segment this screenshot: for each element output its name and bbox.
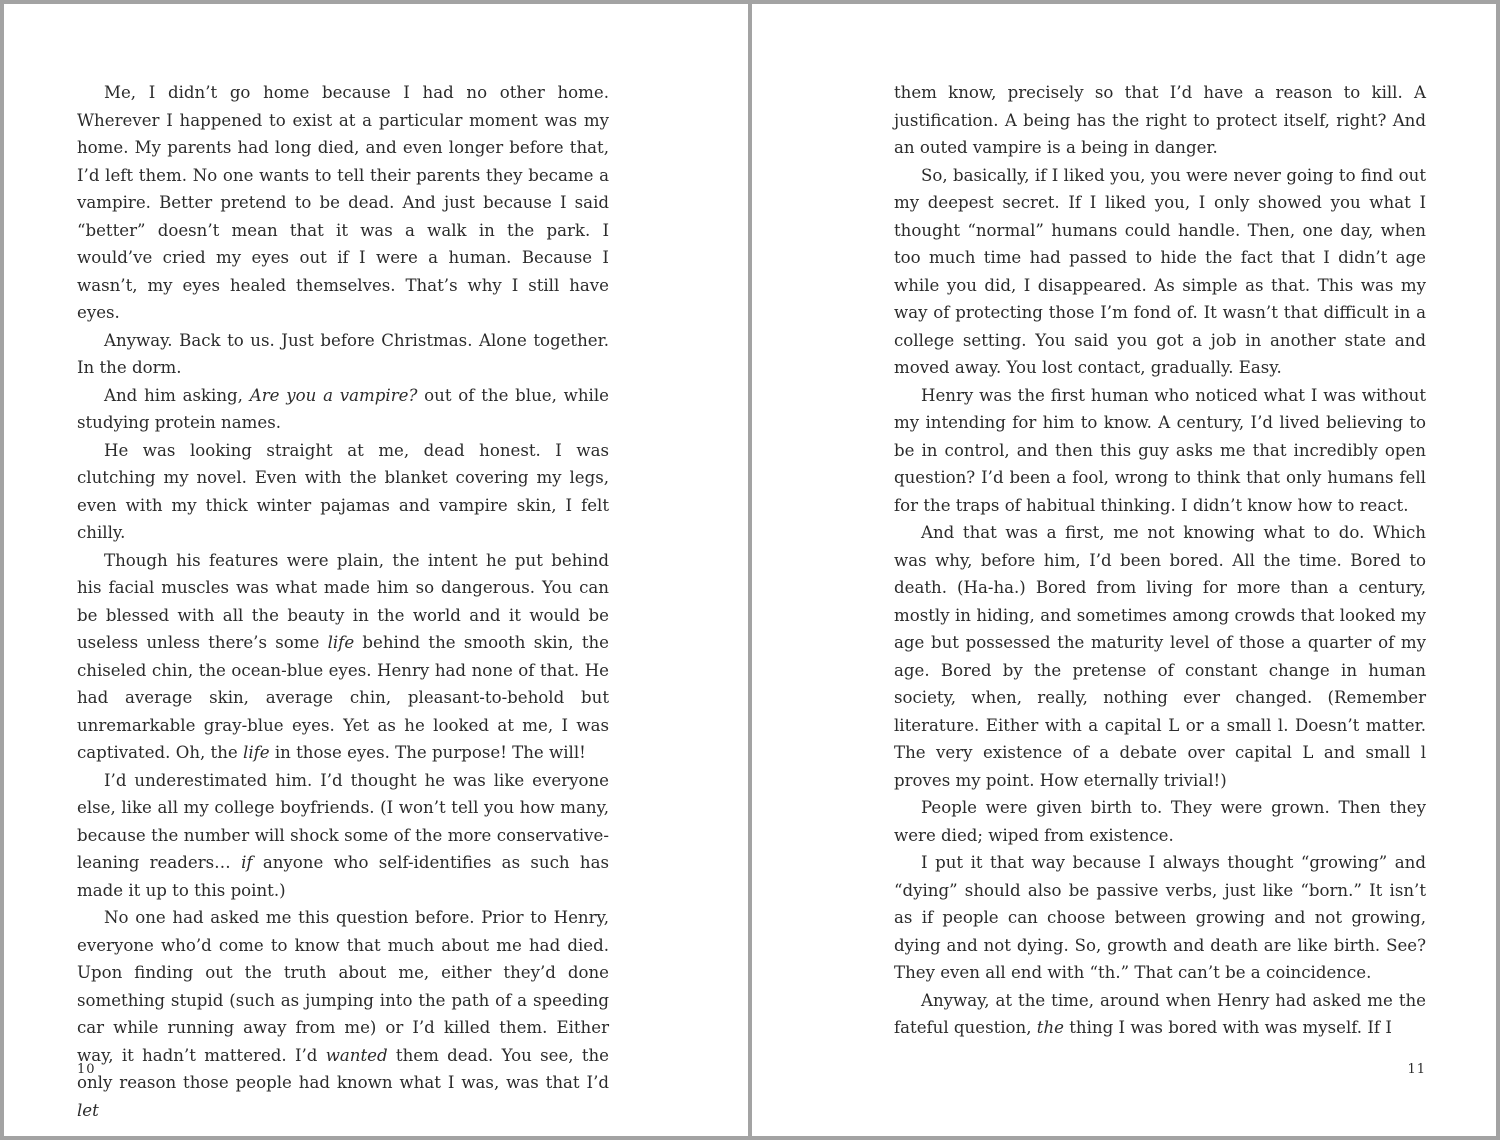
paragraph [77, 79, 609, 327]
left-page-text [77, 79, 609, 1124]
text-run: Henry was the first human who noticed what I was without my intending for him to know. A century, I’d lived believing to be in control, and then this guy asks me that incredibly open question? I’d been a fool, wrong to think that only humans fell for the traps of habitual thinking. I didn’t know how to react. [894, 385, 1426, 515]
text-run: He was looking straight at me, dead honest. I was clutching my novel. Even with the blanket covering my legs, even with my thick winter pajamas and vampire skin, I felt chilly. [77, 440, 609, 542]
paragraph [894, 382, 1426, 520]
italic-text: let [77, 1100, 99, 1120]
page-number: 10 [77, 1062, 96, 1077]
text-run: Anyway. Back to us. Just before Christmas. Alone together. In the dorm. [77, 330, 609, 377]
paragraph [894, 849, 1426, 987]
italic-text: the [1036, 1018, 1064, 1037]
text-run: And that was a first, me not knowing what to do. Which was why, before him, I’d been bored. All the time. Bored to death. (Ha-ha.) Bored from living for more than a century, mostly in hiding, and sometimes among crowds that looked my age but possessed the maturity level of those a quarter of my age. Bored by the pretense of constant change in human society, when, really, nothing ever changed. (Remember literature. Either with a capital L or a small l. Doesn’t matter. The very existence of a debate over capital L and small l proves my point. How eternally trivial!) [894, 523, 1426, 790]
paragraph [77, 327, 609, 382]
left-page [4, 4, 748, 1136]
text-run: Though his features were plain, the intent he put behind his facial muscles was what made him so dangerous. You can be blessed with all the beauty in the world and it would be useless unless there’s some [77, 550, 609, 652]
text-run: And him asking, [104, 385, 250, 405]
text-run: People were given birth to. They were grown. Then they were died; wiped from existence. [894, 798, 1426, 845]
paragraph [77, 904, 609, 1124]
text-run: anyone who self-identifies as such has made it up to this point.) [77, 853, 609, 900]
italic-text: Are you a vampire? [249, 385, 418, 405]
text-run: No one had asked me this question before. Prior to Henry, everyone who’d come to know that much about me had died. Upon finding out the truth about me, either they’d done something stupid (such as jumping into the path of a speeding car while running away from me) or I’d killed them. Either way, it hadn’t mattered. I’d [77, 908, 609, 1065]
paragraph [894, 794, 1426, 849]
text-run: So, basically, if I liked you, you were never going to find out my deepest secret. If I liked you, I only showed you what I thought “normal” humans could handle. Then, one day, when too much time had passed to hide the fact that I didn’t age while you did, I disappeared. As simple as that. This was my way of protecting those I’m fond of. It wasn’t that difficult in a college setting. You said you got a job in another state and moved away. You lost contact, gradually. Easy. [894, 165, 1426, 377]
paragraph [894, 987, 1426, 1042]
text-run: I’d underestimated him. I’d thought he was like everyone else, like all my college boyfriends. (I won’t tell you how many, because the number will shock some of the more conservative-leaning readers… [77, 770, 609, 872]
italic-text: life [327, 633, 355, 652]
right-page-text [894, 79, 1426, 1042]
paragraph [894, 79, 1426, 162]
paragraph [77, 382, 609, 437]
paragraph [77, 767, 609, 905]
text-run: Me, I didn’t go home because I had no other home. Wherever I happened to exist at a particular moment was my home. My parents had long died, and even longer before that, I’d left them. No one wants to tell their parents they became a vampire. Better pretend to be dead. And just because I said “better” doesn’t mean that it was a walk in the park. I would’ve cried my eyes out if I were a human. Because I wasn’t, my eyes healed themselves. That’s why I still have eyes. [77, 83, 609, 322]
paragraph [77, 437, 609, 547]
paragraph [894, 162, 1426, 382]
italic-text: if [241, 853, 253, 872]
text-run: them know, precisely so that I’d have a reason to kill. A justification. A being has the right to protect itself, right? And an outed vampire is a being in danger. [894, 83, 1426, 157]
italic-text: wanted [325, 1045, 388, 1065]
text-run: in those eyes. The purpose! The will! [269, 743, 586, 762]
text-run: Anyway, at the time, around when Henry had asked me the fateful question, [894, 990, 1426, 1037]
text-run: I put it that way because I always thought “growing” and “dying” should also be passive verbs, just like “born.” It isn’t as if people can choose between growing and not growing, dying and not dying. So, growth and death are like birth. See? They even all end with “th.” That can’t be a coincidence. [894, 853, 1426, 982]
paragraph [894, 519, 1426, 794]
right-page [752, 4, 1496, 1136]
italic-text: life [243, 743, 270, 762]
text-run: thing I was bored with was myself. If I [1063, 1018, 1392, 1037]
text-run: out of the blue, while studying protein names. [77, 385, 609, 432]
paragraph [77, 547, 609, 767]
page-number: 11 [1407, 1062, 1426, 1077]
text-run: them dead. You see, the only reason those people had known what I was, was that I’d [77, 1045, 610, 1092]
text-run: behind the smooth skin, the chiseled chin, the ocean-blue eyes. Henry had none of that. He had average skin, average chin, pleasant-to-behold but unremarkable gray-blue eyes. Yet as he looked at me, I was captivated. Oh, the [77, 633, 609, 762]
